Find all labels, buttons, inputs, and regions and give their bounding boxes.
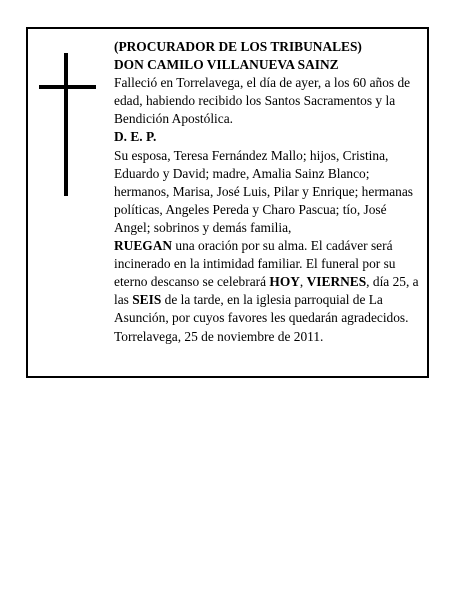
hoy-word: HOY xyxy=(269,274,300,290)
cross-icon-vertical-bar xyxy=(64,53,68,196)
seis-word: SEIS xyxy=(132,292,162,308)
place-date-line: Torrelavega, 25 de noviembre de 2011. xyxy=(114,328,324,344)
family-list: Su esposa, Teresa Fernández Mallo; hijos, Cristina, Eduardo y David; madre, Amalia Sainz Blanco; hermanos, Marisa, José Luis, Pilar y Enrique; hermanas políticas, Angeles Pereda y Charo Pascua; tío, José Angel; sobrinos y demás familia, xyxy=(114,147,413,235)
comma-text: , xyxy=(299,274,307,290)
death-announcement: Falleció en Torrelavega, el día de ayer, a los 60 años de edad, habiendo recibido los Santos Sacramentos y la Bendición Apostólica. xyxy=(114,75,411,127)
deceased-name: DON CAMILO VILLANUEVA SAINZ xyxy=(114,57,339,73)
ruegan-word: RUEGAN xyxy=(114,238,173,254)
cross-icon-horizontal-bar xyxy=(39,85,96,89)
profession-line: (PROCURADOR DE LOS TRIBUNALES) xyxy=(114,39,362,54)
viernes-word: VIERNES xyxy=(306,274,367,290)
dep-line: D. E. P. xyxy=(114,129,157,145)
request-paragraph xyxy=(114,237,423,327)
obituary-text xyxy=(114,38,423,346)
request-text-2: , día 25, a las xyxy=(114,274,419,308)
request-text-1: una oración por su alma. El cadáver será incinerado en la intimidad familiar. El funeral por su eterno descanso se celebrará xyxy=(114,238,396,290)
request-text-3: de la tarde, en la iglesia parroquial de La Asunción, por cuyos favores les quedarán agradecidos. xyxy=(114,292,409,326)
